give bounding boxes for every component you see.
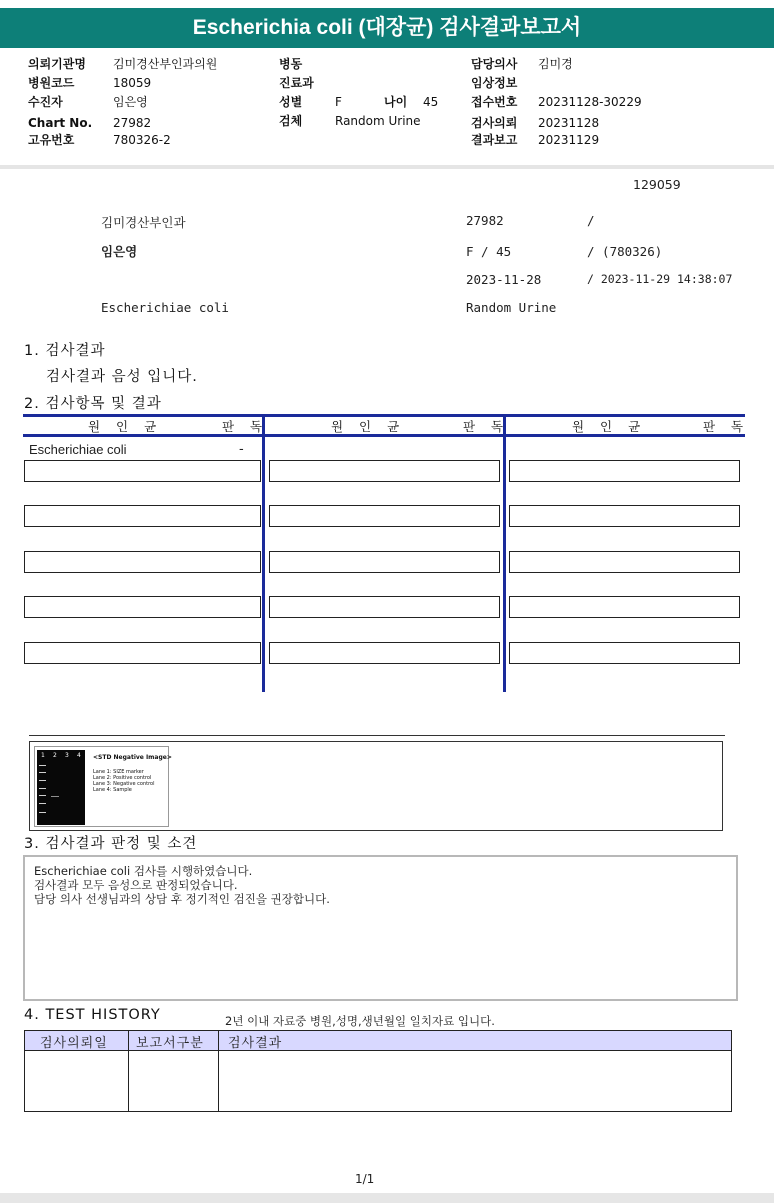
gel-band	[39, 812, 46, 813]
history-table-header	[25, 1031, 731, 1051]
specimen-value: Random Urine	[335, 114, 421, 128]
organism-name: Escherichiae coli	[29, 442, 127, 457]
section2-title: 2. 검사항목 및 결과	[24, 396, 162, 412]
patient-label: 수진자	[28, 95, 63, 109]
gel-band	[39, 803, 46, 804]
results-table-divider	[503, 414, 506, 692]
request-value: 20231128	[538, 116, 600, 130]
result-cell	[509, 551, 740, 573]
result-cell	[269, 596, 500, 618]
chart-label: Chart No.	[28, 116, 93, 130]
result-cell	[24, 505, 261, 527]
summary-patient: 임은영	[101, 244, 138, 259]
result-cell	[509, 642, 740, 664]
summary-hospital: 김미경산부인과	[101, 215, 186, 230]
unique-value: 780326-2	[113, 133, 171, 147]
history-col-divider	[128, 1031, 129, 1112]
image-section-rule	[29, 735, 725, 736]
result-cell	[269, 642, 500, 664]
gel-lane-legend: Lane 1: SIZE marker	[93, 769, 144, 775]
col-organism-header: 원 인 균	[88, 419, 163, 434]
section1-title: 1. 검사결과	[24, 343, 106, 359]
organism-judgement: -	[239, 442, 244, 457]
receipt-value: 20231128-30229	[538, 95, 642, 109]
result-cell	[24, 642, 261, 664]
section3-title: 3. 검사결과 판정 및 소견	[24, 836, 198, 852]
specimen-label: 검체	[279, 114, 303, 128]
dept-label: 진료과	[279, 76, 314, 90]
ward-label: 병동	[279, 57, 303, 71]
summary-specimen: Random Urine	[466, 300, 557, 315]
summary-birth: / (780326)	[587, 244, 663, 259]
unique-label: 고유번호	[28, 133, 75, 147]
age-value: 45	[423, 95, 439, 109]
result-cell	[24, 596, 261, 618]
chart-value: 27982	[113, 116, 152, 130]
gel-band	[51, 796, 59, 797]
summary-sex-age: F / 45	[466, 244, 512, 259]
result-cell	[24, 460, 261, 482]
history-col-report-type: 보고서구분	[136, 1036, 204, 1051]
gel-image-title: <STD Negative Image>	[93, 754, 172, 761]
history-col-result: 검사결과	[228, 1036, 283, 1051]
sex-value: F	[335, 95, 342, 109]
code-label: 병원코드	[28, 76, 75, 90]
result-cell	[269, 460, 500, 482]
gel-lane-legend: Lane 3: Negative control	[93, 781, 155, 787]
section1-result: 검사결과 음성 입니다.	[46, 369, 198, 385]
gel-band	[39, 788, 46, 789]
summary-slash: /	[587, 213, 595, 228]
result-cell	[24, 551, 261, 573]
history-col-request-date: 검사의뢰일	[40, 1036, 108, 1051]
gel-lane-number: 2	[53, 752, 57, 759]
col-organism-header: 원 인 균	[331, 419, 406, 434]
gel-band	[39, 780, 46, 781]
gel-lane-legend: Lane 4: Sample	[93, 787, 132, 793]
history-note: 2년 이내 자료중 병원,성명,생년월일 일치자료 입니다.	[225, 1014, 495, 1028]
code-value: 18059	[113, 76, 152, 90]
section4-title: 4. TEST HISTORY	[24, 1007, 161, 1023]
request-label: 검사의뢰	[471, 116, 518, 130]
col-judgement-header: 판 독	[463, 419, 510, 434]
gel-lane-number: 1	[41, 752, 45, 759]
summary-chart: 27982	[466, 213, 504, 228]
receipt-label: 접수번호	[471, 95, 518, 109]
summary-number: 129059	[633, 177, 681, 192]
opinion-line: 검사결과 모두 음성으로 판정되었습니다.	[34, 878, 238, 892]
footer-bar	[0, 1193, 774, 1203]
gel-lane-legend: Lane 2: Positive control	[93, 775, 152, 781]
result-cell	[509, 460, 740, 482]
clinical-label: 임상정보	[471, 76, 518, 90]
col-organism-header: 원 인 균	[572, 419, 647, 434]
opinion-line: 담당 의사 선생님과의 상담 후 정기적인 검진을 권장합니다.	[34, 892, 330, 906]
gel-lane-number: 3	[65, 752, 69, 759]
page-number: 1/1	[355, 1172, 375, 1186]
col-judgement-header: 판 독	[703, 419, 750, 434]
sex-label: 성별	[279, 95, 303, 109]
summary-report-datetime: / 2023-11-29 14:38:07	[587, 272, 733, 286]
result-cell	[269, 505, 500, 527]
gel-band	[39, 772, 46, 773]
opinion-line: Escherichiae coli 검사를 시행하였습니다.	[34, 864, 253, 878]
history-col-divider	[218, 1031, 219, 1112]
report-value: 20231129	[538, 133, 600, 147]
hospital-value: 김미경산부인과의원	[113, 57, 218, 71]
col-judgement-header: 판 독	[222, 419, 269, 434]
header-divider	[0, 165, 774, 169]
report-title: Escherichia coli (대장균) 검사결과보고서	[0, 8, 774, 48]
doctor-label: 담당의사	[471, 57, 518, 71]
results-table-divider	[262, 414, 265, 692]
result-cell	[269, 551, 500, 573]
gel-band	[39, 795, 46, 796]
patient-value: 임은영	[113, 95, 148, 109]
gel-band	[39, 765, 46, 766]
summary-request-date: 2023-11-28	[466, 272, 542, 287]
doctor-value: 김미경	[538, 57, 573, 71]
hospital-label: 의뢰기관명	[28, 57, 86, 71]
report-label: 결과보고	[471, 133, 518, 147]
age-label: 나이	[384, 95, 408, 109]
result-cell	[509, 505, 740, 527]
summary-test: Escherichiae coli	[101, 300, 229, 315]
gel-lane-number: 4	[77, 752, 81, 759]
result-cell	[509, 596, 740, 618]
